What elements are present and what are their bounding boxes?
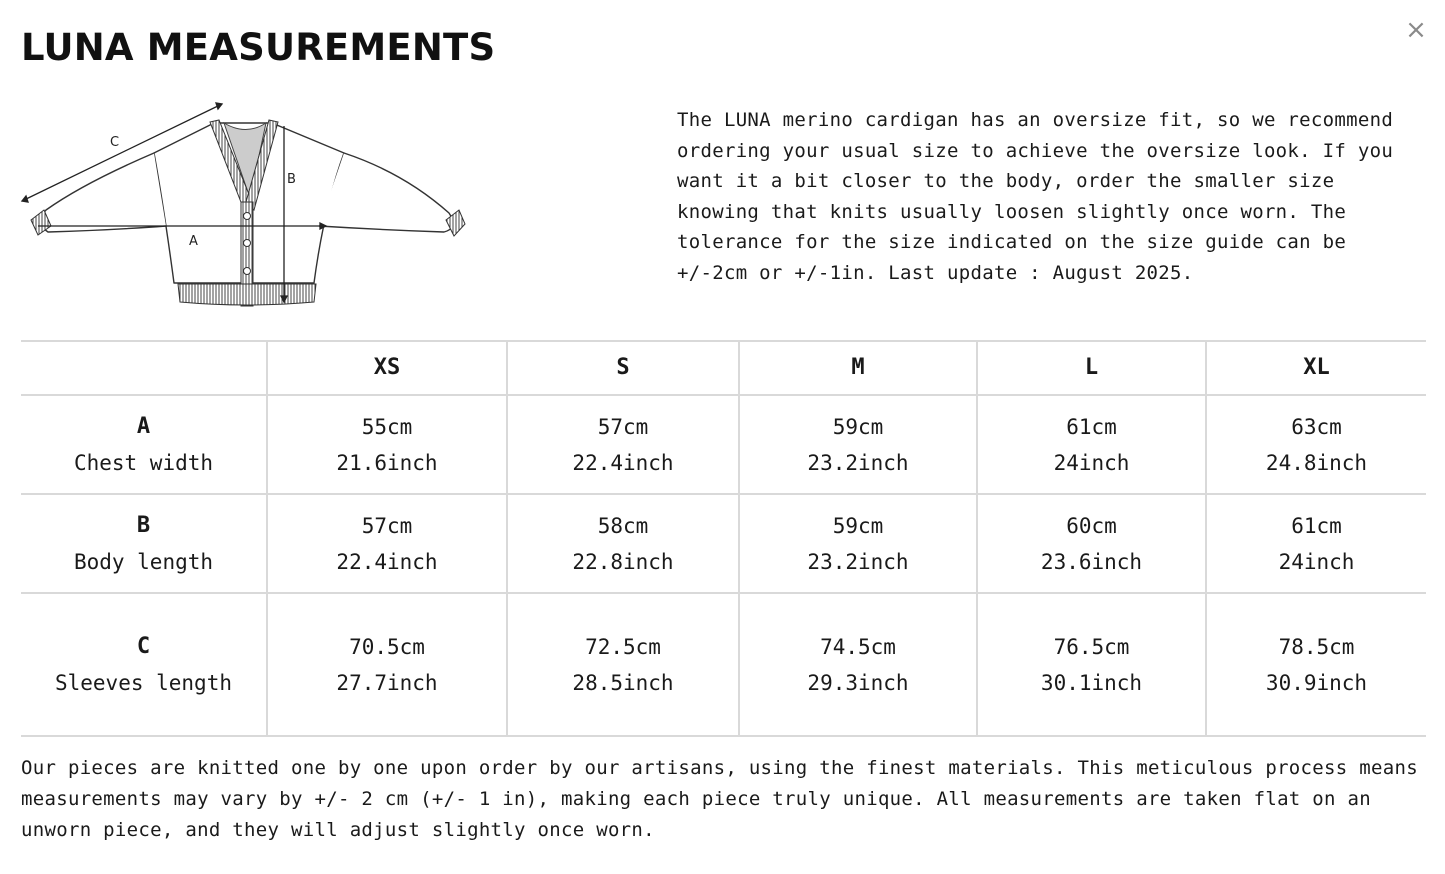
- cm-value: 78.5cm: [1278, 634, 1355, 659]
- row-name: Sleeves length: [54, 670, 232, 695]
- inch-value: 23.6inch: [1040, 549, 1143, 574]
- table-cell: [739, 395, 977, 494]
- size-header-m: M: [739, 341, 977, 395]
- size-header-s: S: [507, 341, 739, 395]
- table-cell: [977, 494, 1206, 593]
- cm-value: 70.5cm: [349, 634, 425, 659]
- table-cell: [1206, 593, 1426, 736]
- table-cell: [1206, 494, 1426, 593]
- row-label: [21, 395, 267, 494]
- table-cell: [267, 494, 507, 593]
- inch-value: 22.8inch: [572, 549, 674, 574]
- row-label: [21, 593, 267, 736]
- table-row-body: [21, 494, 1426, 593]
- size-header-xl: XL: [1206, 341, 1426, 395]
- cm-value: 57cm: [597, 414, 649, 439]
- inch-value: 21.6inch: [336, 450, 438, 475]
- table-cell: [507, 395, 739, 494]
- label-c: C: [110, 135, 120, 150]
- inch-value: 24inch: [1053, 450, 1130, 475]
- row-code: C: [136, 633, 151, 659]
- row-name: Body length: [73, 549, 214, 574]
- corner-cell: [21, 341, 267, 395]
- table-cell: [267, 593, 507, 736]
- inch-value: 23.2inch: [807, 450, 909, 475]
- size-header-xs: XS: [267, 341, 507, 395]
- cm-value: 76.5cm: [1053, 634, 1130, 659]
- cm-value: 55cm: [361, 414, 413, 439]
- close-icon[interactable]: ×: [1405, 15, 1427, 45]
- inch-value: 23.2inch: [807, 549, 909, 574]
- table-cell: [507, 593, 739, 736]
- inch-value: 22.4inch: [336, 549, 438, 574]
- cm-value: 72.5cm: [585, 634, 661, 659]
- table-cell: [739, 593, 977, 736]
- inch-value: 30.9inch: [1265, 670, 1368, 695]
- cm-value: 57cm: [361, 513, 413, 538]
- fit-description: The LUNA merino cardigan has an oversize fit, so we recommend ordering your usual size to achieve the oversize look. If you want it a bit closer to the body, order the smaller size knowing that knits usually loosen slightly once worn. The tolerance for the size indicated on the size guide can be +/-2cm or +/-1in. Last update : August 2025.: [677, 109, 1394, 284]
- inch-value: 27.7inch: [336, 670, 438, 695]
- table-cell: [739, 494, 977, 593]
- row-code: B: [136, 512, 151, 538]
- label-b: B: [287, 172, 296, 187]
- measurement-note: Our pieces are knitted one by one upon order by our artisans, using the finest materials. This meticulous process means measurements may vary by +/- 2 cm (+/- 1 in), making each piece truly unique. All measurements are taken flat on an unworn piece, and they will adjust slightly once worn.: [21, 757, 1418, 841]
- cm-value: 74.5cm: [820, 634, 896, 659]
- inch-value: 24inch: [1278, 549, 1355, 574]
- cm-value: 61cm: [1066, 414, 1117, 439]
- cm-value: 61cm: [1291, 513, 1342, 538]
- cardigan-diagram: [14, 98, 474, 316]
- table-row-chest: [21, 395, 1426, 494]
- table-cell: [507, 494, 739, 593]
- row-code: A: [136, 413, 151, 439]
- label-a: A: [189, 234, 198, 249]
- cm-value: 59cm: [832, 513, 884, 538]
- inch-value: 22.4inch: [572, 450, 674, 475]
- size-table: [21, 340, 1426, 737]
- hem-rib: [178, 284, 316, 305]
- table-cell: [267, 395, 507, 494]
- table-cell: [977, 395, 1206, 494]
- table-row-sleeves: [21, 593, 1426, 736]
- inch-value: 28.5inch: [572, 670, 674, 695]
- cm-value: 60cm: [1066, 513, 1117, 538]
- cm-value: 58cm: [597, 513, 649, 538]
- size-header-row: [21, 341, 1426, 395]
- cm-value: 63cm: [1291, 414, 1342, 439]
- inch-value: 30.1inch: [1040, 670, 1143, 695]
- size-header-l: L: [977, 341, 1206, 395]
- table-cell: [1206, 395, 1426, 494]
- inch-value: 29.3inch: [807, 670, 909, 695]
- row-name: Chest width: [73, 450, 214, 475]
- cm-value: 59cm: [832, 414, 884, 439]
- table-cell: [977, 593, 1206, 736]
- row-label: [21, 494, 267, 593]
- page-title: LUNA MEASUREMENTS: [21, 26, 496, 69]
- inch-value: 24.8inch: [1265, 450, 1368, 475]
